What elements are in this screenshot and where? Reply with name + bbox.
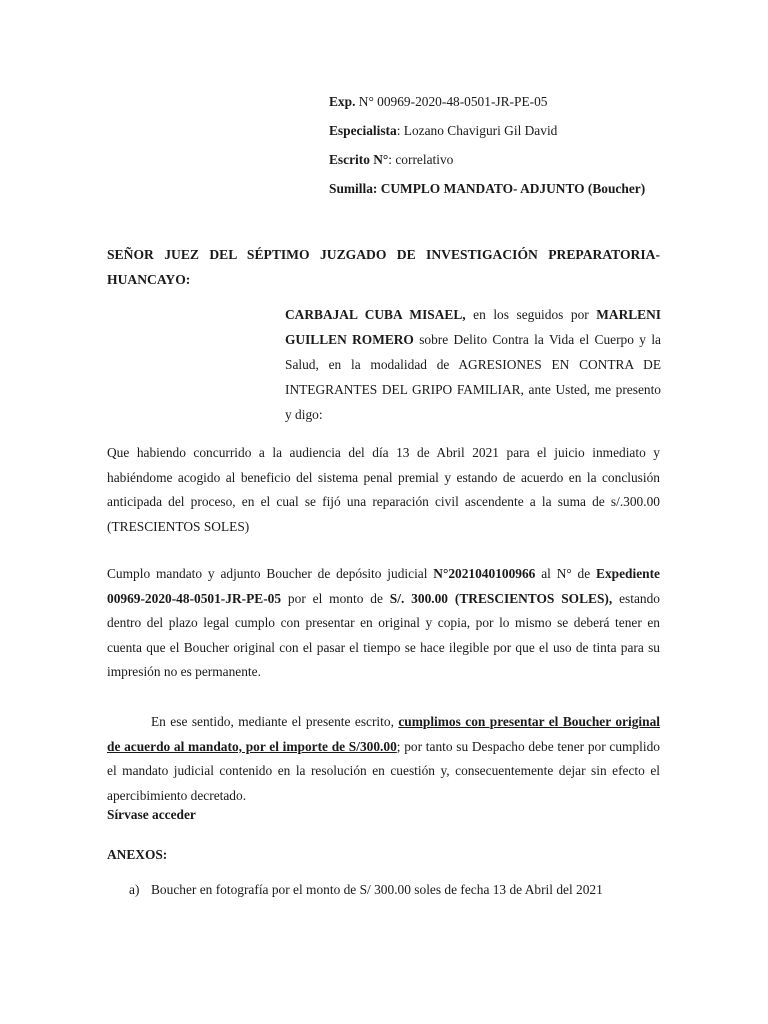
p3-text-1: En ese sentido, mediante el presente escrito, (151, 714, 399, 729)
document-title: SEÑOR JUEZ DEL SÉPTIMO JUZGADO DE INVESTIGACIÓN PREPARATORIA-HUANCAYO: (107, 247, 660, 287)
expediente-line (329, 87, 669, 117)
p2-amount: S/. 300.00 (TRESCIENTOS SOLES), (389, 590, 613, 606)
especialista-line (329, 116, 669, 146)
expediente-label: Exp. (329, 94, 356, 109)
escrito-line (329, 145, 669, 175)
p2-text-2: al N° de (535, 566, 597, 581)
paragraph-1: Que habiendo concurrido a la audiencia del día 13 de Abril 2021 para el juicio inmediato y habiéndome acogido al beneficio del sistema penal premial y estando de acuerdo en la conclusión anticipada del proceso, en el cual se fijó una reparación civil ascendente a la suma de s/.300.00 (TRESCIENTOS SOLES) (107, 445, 660, 534)
annex-item-letter: a) (129, 882, 140, 897)
p2-boucher-number: N°2021040100966 (433, 566, 536, 581)
sumilla-text: Sumilla: CUMPLO MANDATO- ADJUNTO (Boucher) (329, 181, 646, 196)
closing-text: Sírvase acceder (107, 807, 196, 822)
p3-underlined: cumplimos con presentar el Boucher original de acuerdo al mandato, por el importe de S/300.00 (107, 714, 660, 754)
especialista-label: Especialista (329, 123, 397, 138)
especialista-value: : Lozano Chaviguri Gil David (396, 123, 558, 138)
paragraph-2 (107, 562, 660, 685)
intro-text-1: en los seguidos por (465, 307, 597, 322)
intro-party: MARLENI GUILLEN ROMERO (285, 307, 661, 347)
intro-name: CARBAJAL CUBA MISAEL, (285, 307, 466, 322)
paragraph-3 (107, 710, 660, 808)
escrito-value: : correlativo (388, 152, 454, 167)
sumilla-line (329, 174, 669, 204)
annexes-heading: ANEXOS: (107, 847, 168, 862)
intro-text-2: sobre Delito Contra la Vida el Cuerpo y la Salud, en la modalidad de AGRESIONES EN CONTRA DE INTEGRANTES DEL GRIPO FAMILIAR, ante Usted, me presento y digo: (285, 332, 661, 422)
expediente-value: N° 00969-2020-48-0501-JR-PE-05 (355, 94, 548, 109)
annex-item (129, 882, 603, 898)
escrito-label: Escrito N° (329, 152, 389, 167)
p2-text-3: por el monto de (281, 590, 390, 606)
p3-text-2: ; por tanto su Despacho debe tener por cumplido el mandato judicial contenido en la resolución en cuestión y, consecuentemente dejar sin efecto el apercibimiento decretado. (107, 738, 660, 803)
intro-paragraph (285, 302, 661, 427)
p2-text-4: estando dentro del plazo legal cumplo con presentar en original y copia, por lo mismo se deberá tener en cuenta que el Boucher original con el pasar el tiempo se hace ilegible por que el uso de tinta para su impresión no es permanente. (107, 590, 660, 679)
p2-text-1: Cumplo mandato y adjunto Boucher de depósito judicial (107, 566, 434, 581)
annex-item-text: Boucher en fotografía por el monto de S/ 300.00 soles de fecha 13 de Abril del 2021 (151, 882, 603, 897)
p2-expediente: Expediente 00969-2020-48-0501-JR-PE-05 (107, 566, 660, 606)
